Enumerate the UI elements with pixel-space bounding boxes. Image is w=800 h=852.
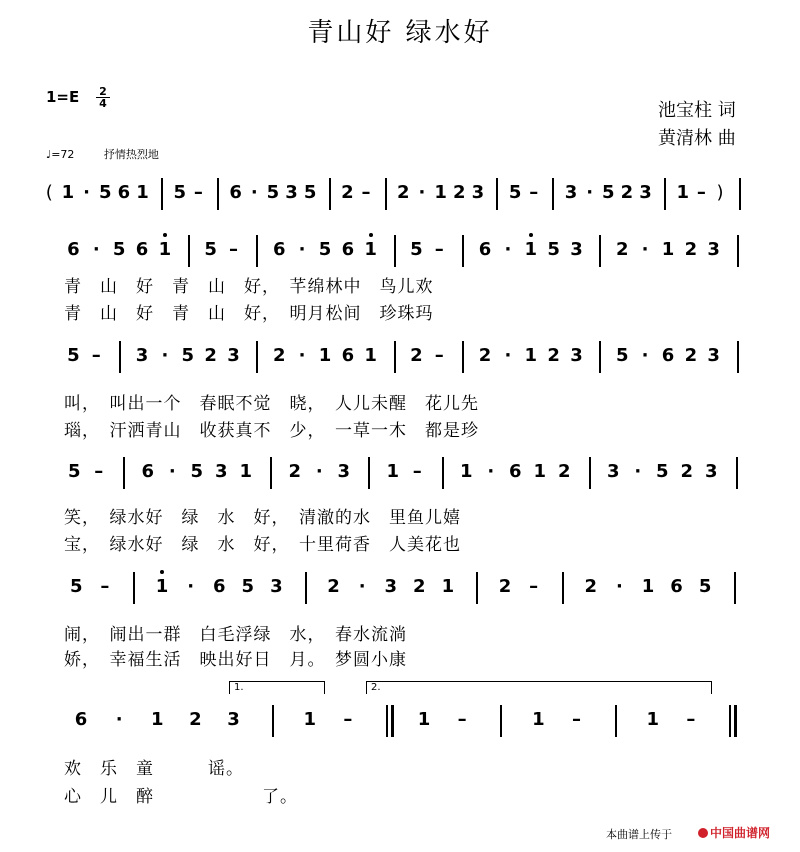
note: 3: [337, 461, 351, 482]
note: 2: [547, 345, 560, 366]
note: 5: [67, 461, 81, 482]
note: 2: [288, 461, 302, 482]
note: 2: [189, 709, 202, 730]
augmentation-dot: ·: [641, 239, 649, 260]
note: 5: [615, 345, 629, 366]
note: 5: [655, 461, 669, 482]
octave-dot: [369, 233, 373, 237]
note: 2: [584, 576, 598, 597]
note: 6: [341, 345, 355, 366]
augmentation-dot: ·: [615, 576, 623, 597]
repeat-barline: [391, 705, 394, 737]
note: 1: [441, 576, 455, 597]
note: 5: [98, 182, 112, 203]
hold-dash: –: [343, 709, 353, 730]
note: 1: [524, 239, 538, 260]
site-name: 中国曲谱网: [710, 826, 771, 840]
barline: [589, 457, 591, 489]
barline: [329, 178, 331, 210]
hold-dash: –: [529, 182, 539, 203]
note: 3: [570, 239, 583, 260]
note: 6: [117, 182, 131, 203]
augmentation-dot: ·: [504, 345, 512, 366]
note: 6: [74, 709, 88, 730]
lyric-verse-1: 闹， 闹出一群 白毛浮绿 水， 春水流淌: [64, 625, 407, 645]
note: 1: [646, 709, 659, 730]
note: 6: [212, 576, 226, 597]
augmentation-dot: ·: [586, 182, 594, 203]
lyric-verse-2: 青 山 好 青 山 好， 明月松间 珍珠玛: [64, 304, 434, 324]
note: 5: [508, 182, 522, 203]
hold-dash: –: [91, 345, 101, 366]
note: 5: [241, 576, 255, 597]
barline: [161, 178, 163, 210]
augmentation-dot: ·: [83, 182, 90, 203]
barline: [734, 572, 736, 604]
note: 2: [413, 576, 426, 597]
augmentation-dot: ·: [641, 345, 649, 366]
note: 5: [698, 576, 712, 597]
hold-dash: –: [412, 461, 422, 482]
augmentation-dot: ·: [315, 461, 323, 482]
note: 3: [384, 576, 397, 597]
barline: [552, 178, 554, 210]
octave-dot: [160, 570, 164, 574]
note: 1: [303, 709, 316, 730]
footer-uploaded: 本曲谱上传于: [606, 828, 672, 841]
note: 2: [620, 182, 634, 203]
note: 3: [227, 709, 240, 730]
note: 1: [61, 182, 75, 203]
note: 6: [229, 182, 242, 203]
note: 3: [471, 182, 485, 203]
barline: [123, 457, 125, 489]
repeat-barline: [386, 705, 388, 737]
hold-dash: –: [434, 239, 444, 260]
barline: [256, 235, 258, 267]
note: 1: [158, 239, 172, 260]
note: 5: [204, 239, 217, 260]
note: 6: [508, 461, 522, 482]
note: 6: [272, 239, 286, 260]
barline: [368, 457, 370, 489]
augmentation-dot: ·: [168, 461, 176, 482]
barline: [500, 705, 502, 737]
barline: [729, 705, 731, 737]
note: 6: [478, 239, 492, 260]
note: 3: [704, 461, 718, 482]
hold-dash: –: [686, 709, 696, 730]
note: 6: [341, 239, 355, 260]
lyric-verse-2: 宝， 绿水好 绿 水 好， 十里荷香 人美花也: [64, 535, 461, 555]
barline: [599, 235, 601, 267]
note: 5: [410, 239, 423, 260]
hold-dash: –: [434, 345, 444, 366]
barline: [615, 705, 617, 737]
note: 2: [410, 345, 423, 366]
note: 5: [266, 182, 280, 203]
lyricist-credit: 池宝柱 词: [658, 100, 736, 121]
note: 2: [615, 239, 629, 260]
note: 5: [303, 182, 317, 203]
note: 1: [417, 709, 431, 730]
parenthesis: ): [716, 182, 724, 203]
note: 1: [641, 576, 655, 597]
site-logo: [698, 824, 770, 841]
barline: [385, 178, 387, 210]
lyric-verse-1: 笑， 绿水好 绿 水 好， 清澈的水 里鱼儿嬉: [64, 508, 461, 528]
note: 3: [270, 576, 283, 597]
hold-dash: –: [696, 182, 706, 203]
key-signature: 1=E: [46, 88, 80, 106]
note: 2: [397, 182, 410, 203]
lyric-verse-1: 欢 乐 童 谣。: [64, 759, 244, 779]
tempo-marking: [46, 146, 159, 162]
note: 1: [155, 576, 169, 597]
site-logo-icon: [698, 828, 708, 838]
note: 1: [364, 239, 377, 260]
note: 2: [557, 461, 571, 482]
note: 1: [318, 345, 332, 366]
barline: [462, 341, 464, 373]
note: 3: [227, 345, 240, 366]
note: 3: [285, 182, 298, 203]
barline: [739, 178, 741, 210]
lyric-verse-2: 心 儿 醉 了。: [64, 787, 298, 807]
barline: [496, 178, 498, 210]
note: 5: [318, 239, 332, 260]
page-title: 青山好 绿水好: [307, 18, 493, 48]
augmentation-dot: ·: [92, 239, 100, 260]
barline: [664, 178, 666, 210]
note: 3: [570, 345, 583, 366]
note: 3: [135, 345, 149, 366]
note: 5: [70, 576, 83, 597]
augmentation-dot: ·: [298, 345, 306, 366]
time-signature: [96, 86, 110, 109]
lyric-verse-1: 叫， 叫出一个 春眠不觉 晓， 人儿未醒 花儿先: [64, 394, 479, 414]
note: 1: [386, 461, 400, 482]
note: 2: [452, 182, 466, 203]
note: 2: [498, 576, 512, 597]
lyric-verse-1: 青 山 好 青 山 好， 芊绵林中 鸟儿欢: [64, 277, 434, 297]
barline: [272, 705, 274, 737]
augmentation-dot: ·: [504, 239, 512, 260]
composer-credit: 黄清林 曲: [658, 128, 736, 149]
augmentation-dot: ·: [634, 461, 642, 482]
note: 6: [67, 239, 80, 260]
note: 1: [459, 461, 473, 482]
note: 3: [606, 461, 620, 482]
note: 3: [564, 182, 578, 203]
time-numerator: 2: [99, 85, 107, 98]
barline: [188, 235, 190, 267]
hold-dash: –: [193, 182, 203, 203]
hold-dash: –: [361, 182, 371, 203]
note: 1: [524, 345, 538, 366]
augmentation-dot: ·: [115, 709, 123, 730]
volta-first: 1.: [229, 681, 325, 694]
augmentation-dot: ·: [418, 182, 426, 203]
barline: [599, 341, 601, 373]
note: 2: [341, 182, 354, 203]
note: 3: [707, 345, 720, 366]
note: 1: [151, 709, 164, 730]
barline: [562, 572, 564, 604]
barline: [217, 178, 219, 210]
augmentation-dot: ·: [298, 239, 306, 260]
hold-dash: –: [229, 239, 238, 260]
barline: [305, 572, 307, 604]
note: 5: [547, 239, 560, 260]
barline: [256, 341, 258, 373]
note: 3: [639, 182, 652, 203]
note: 6: [661, 345, 675, 366]
note: 5: [112, 239, 126, 260]
note: 2: [204, 345, 217, 366]
note: 2: [684, 345, 698, 366]
volta-second: 2.: [366, 681, 712, 694]
lyric-verse-2: 瑙， 汗洒青山 收获真不 少， 一草一木 都是珍: [64, 421, 479, 441]
note: 5: [181, 345, 195, 366]
note: 2: [680, 461, 694, 482]
octave-dot: [163, 233, 167, 237]
hold-dash: –: [529, 576, 539, 597]
note: 1: [364, 345, 377, 366]
note: 2: [684, 239, 698, 260]
note: 1: [136, 182, 149, 203]
augmentation-dot: ·: [187, 576, 195, 597]
note: 5: [601, 182, 615, 203]
note: 3: [707, 239, 720, 260]
note: 1: [532, 709, 545, 730]
hold-dash: –: [100, 576, 110, 597]
augmentation-dot: ·: [161, 345, 169, 366]
note: 3: [214, 461, 228, 482]
barline: [270, 457, 272, 489]
note: 5: [173, 182, 186, 203]
barline: [737, 341, 739, 373]
lyric-verse-2: 娇， 幸福生活 映出好日 月。 梦圆小康: [64, 650, 407, 670]
augmentation-dot: ·: [487, 461, 495, 482]
augmentation-dot: ·: [358, 576, 366, 597]
parenthesis: (: [45, 182, 53, 203]
note: 5: [67, 345, 80, 366]
note: 2: [272, 345, 286, 366]
note: 2: [327, 576, 340, 597]
note: 1: [239, 461, 253, 482]
note: 1: [434, 182, 447, 203]
note: 1: [676, 182, 690, 203]
note: 1: [661, 239, 675, 260]
time-denominator: 4: [96, 97, 110, 109]
barline: [119, 341, 121, 373]
barline: [133, 572, 135, 604]
note: 1: [533, 461, 547, 482]
expression-marking: 抒情热烈地: [103, 148, 159, 161]
note: 6: [135, 239, 149, 260]
augmentation-dot: ·: [250, 182, 258, 203]
note: 2: [478, 345, 492, 366]
barline: [394, 235, 396, 267]
tempo-value: ♩=72: [46, 148, 75, 161]
barline: [736, 457, 738, 489]
barline: [734, 705, 737, 737]
barline: [462, 235, 464, 267]
hold-dash: –: [457, 709, 467, 730]
note: 6: [670, 576, 683, 597]
barline: [394, 341, 396, 373]
barline: [442, 457, 444, 489]
hold-dash: –: [94, 461, 104, 482]
barline: [737, 235, 739, 267]
note: 5: [190, 461, 204, 482]
barline: [476, 572, 478, 604]
octave-dot: [529, 233, 533, 237]
hold-dash: –: [572, 709, 581, 730]
note: 6: [141, 461, 155, 482]
